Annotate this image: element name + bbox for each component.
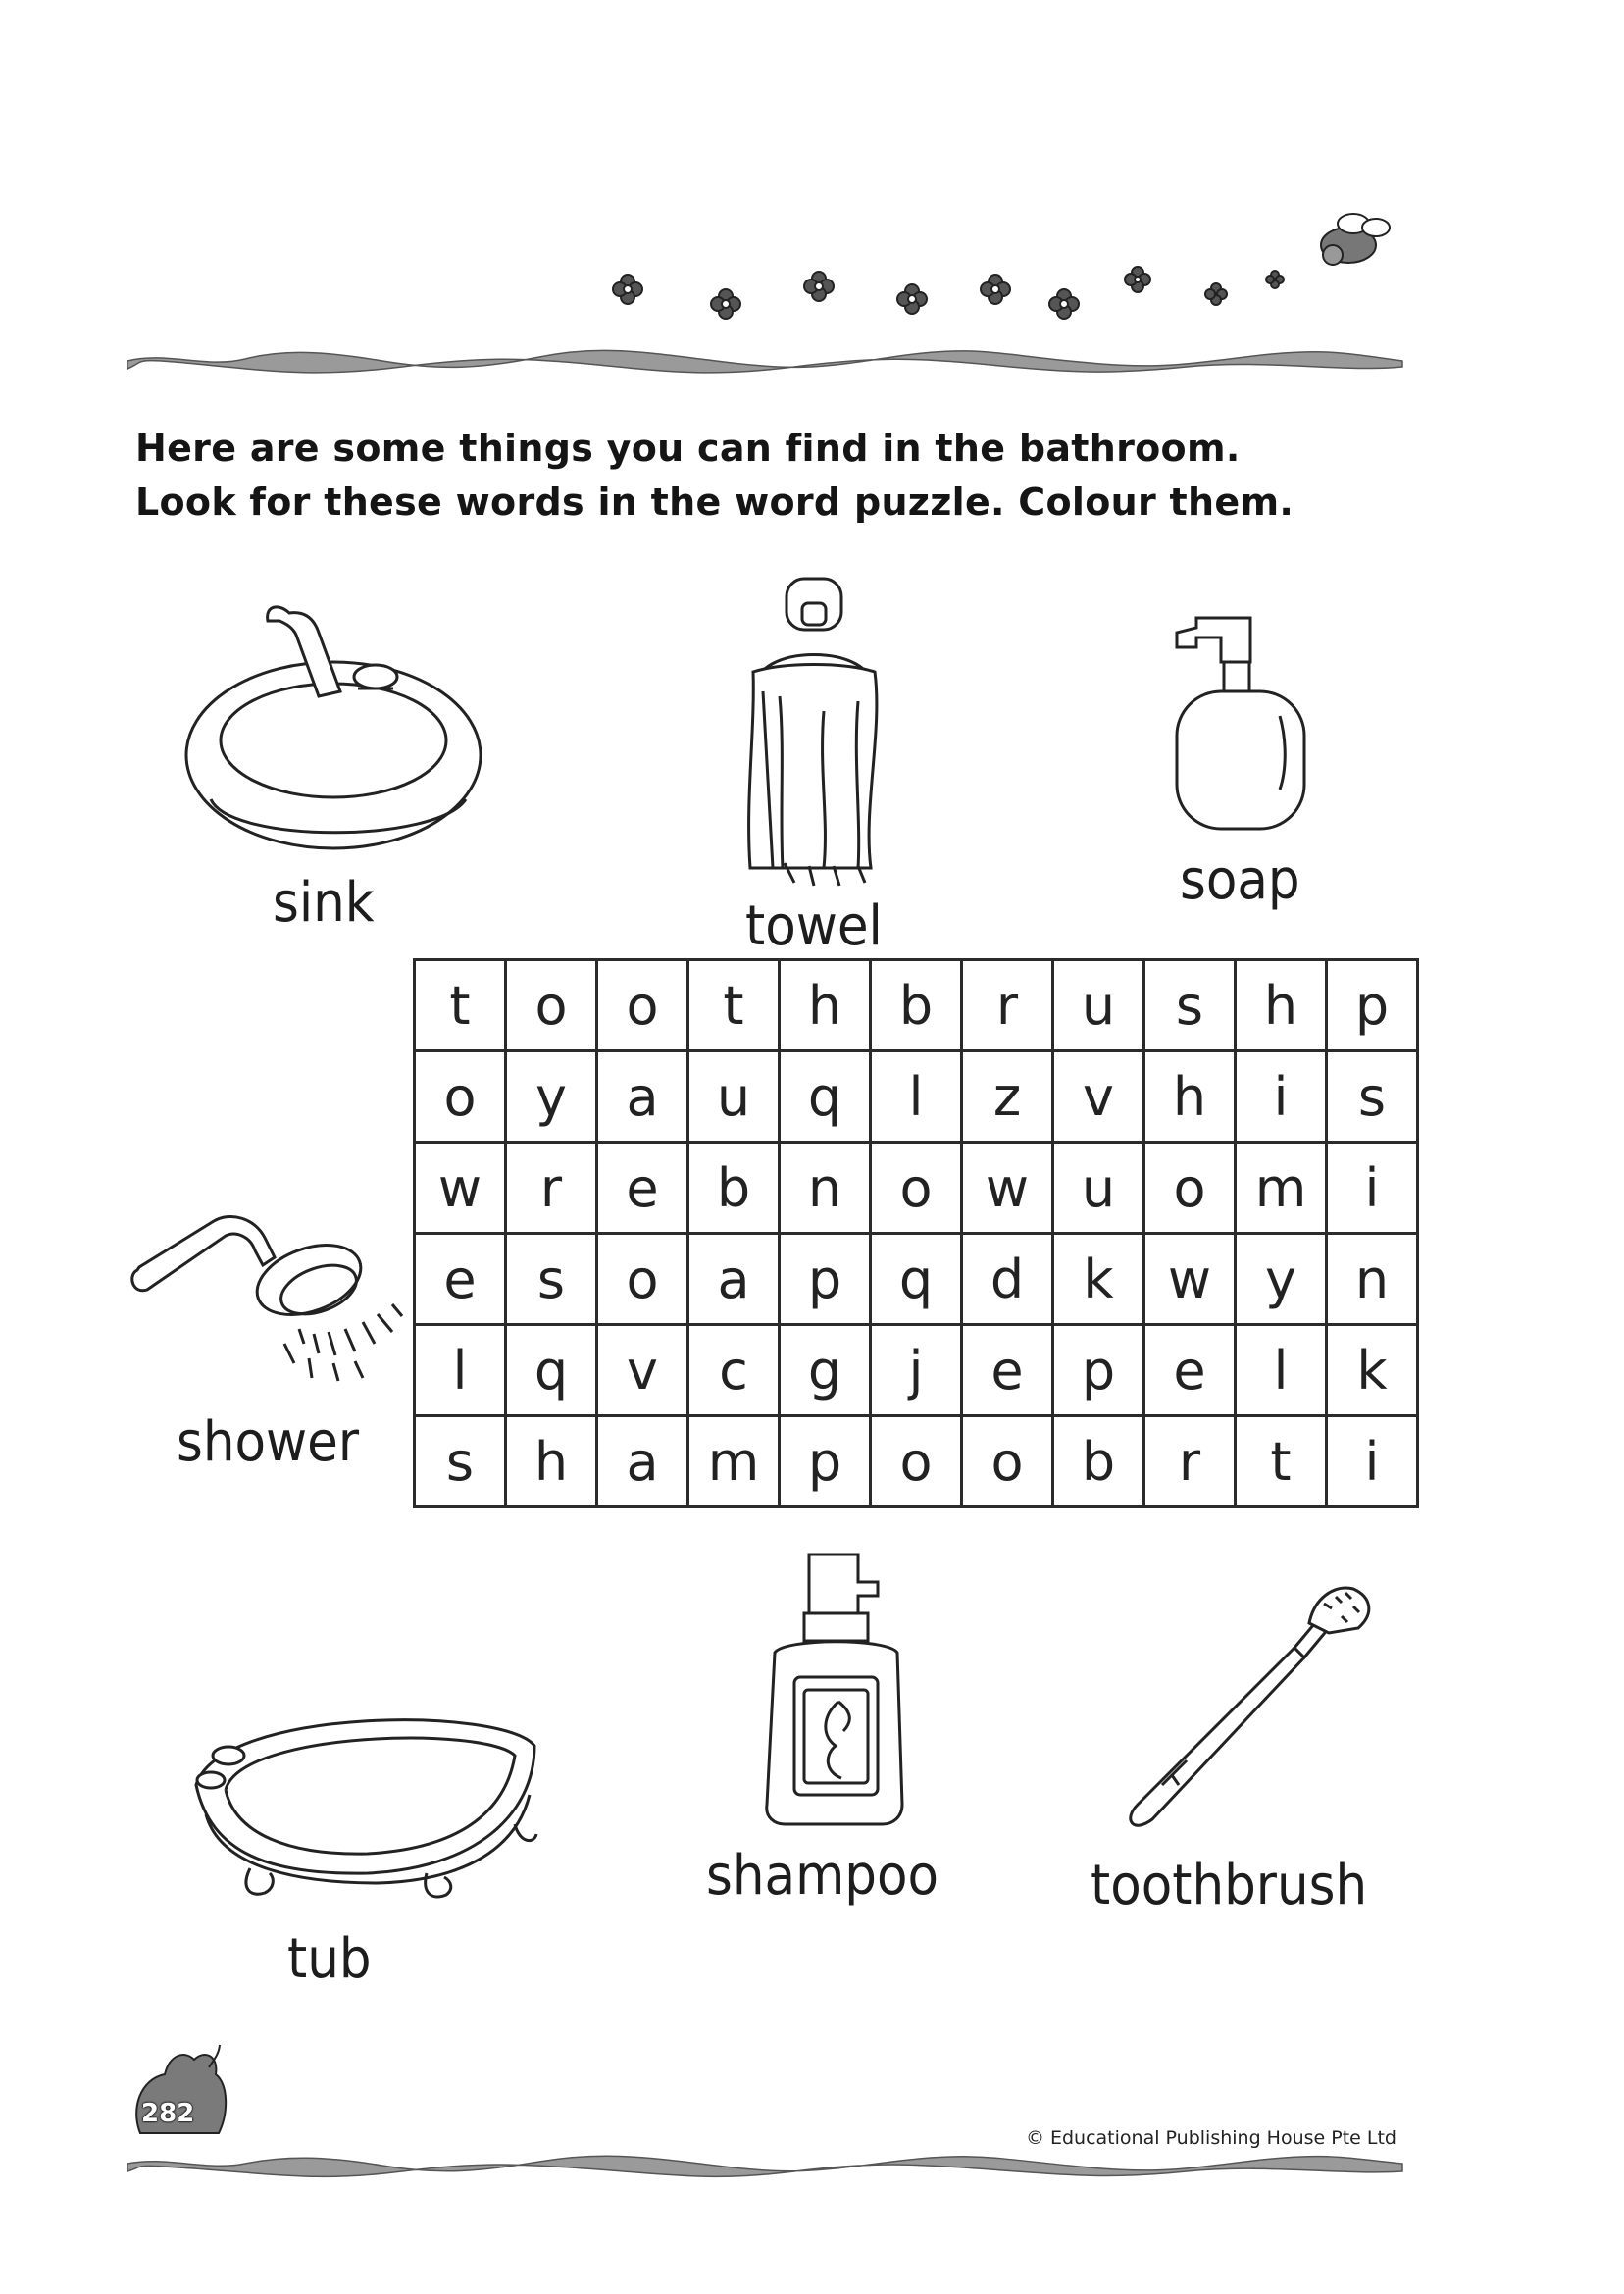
flower-icon bbox=[1266, 271, 1284, 288]
puzzle-row bbox=[415, 1416, 1418, 1507]
puzzle-cell[interactable]: o bbox=[871, 1143, 962, 1234]
puzzle-cell[interactable]: o bbox=[597, 1234, 688, 1325]
flower-icon bbox=[613, 275, 642, 304]
caption-shower: shower bbox=[177, 1410, 360, 1474]
puzzle-cell[interactable]: w bbox=[415, 1143, 506, 1234]
caption-toothbrush: toothbrush bbox=[1091, 1854, 1368, 1917]
puzzle-cell[interactable]: o bbox=[415, 1051, 506, 1143]
puzzle-cell[interactable]: p bbox=[1053, 1325, 1144, 1416]
puzzle-cell[interactable]: l bbox=[1236, 1325, 1327, 1416]
flower-icon bbox=[981, 275, 1010, 304]
page-number: 282 bbox=[141, 2099, 195, 2128]
puzzle-cell[interactable]: h bbox=[506, 1416, 597, 1507]
puzzle-cell[interactable]: i bbox=[1236, 1051, 1327, 1143]
flower-icon bbox=[897, 284, 927, 314]
puzzle-cell[interactable]: j bbox=[871, 1325, 962, 1416]
puzzle-cell[interactable]: d bbox=[962, 1234, 1053, 1325]
puzzle-row bbox=[415, 1234, 1418, 1325]
puzzle-cell[interactable]: y bbox=[1236, 1234, 1327, 1325]
puzzle-cell[interactable]: w bbox=[1144, 1234, 1236, 1325]
shampoo-icon bbox=[745, 1545, 912, 1829]
flower-icon bbox=[1125, 267, 1150, 292]
puzzle-cell[interactable]: i bbox=[1327, 1143, 1418, 1234]
puzzle-cell[interactable]: s bbox=[415, 1416, 506, 1507]
puzzle-cell[interactable]: e bbox=[1144, 1325, 1236, 1416]
flower-icon bbox=[804, 272, 834, 301]
puzzle-cell[interactable]: r bbox=[962, 960, 1053, 1051]
puzzle-cell[interactable]: s bbox=[1327, 1051, 1418, 1143]
puzzle-cell[interactable]: g bbox=[780, 1325, 871, 1416]
puzzle-cell[interactable]: h bbox=[1236, 960, 1327, 1051]
toothbrush-icon bbox=[1118, 1579, 1383, 1834]
puzzle-cell[interactable]: e bbox=[597, 1143, 688, 1234]
caption-towel: towel bbox=[745, 894, 883, 958]
puzzle-cell[interactable]: s bbox=[506, 1234, 597, 1325]
puzzle-cell[interactable]: n bbox=[1327, 1234, 1418, 1325]
towel-icon bbox=[726, 574, 902, 888]
caption-sink: sink bbox=[273, 871, 375, 935]
puzzle-cell[interactable]: m bbox=[688, 1416, 780, 1507]
puzzle-cell[interactable]: v bbox=[1053, 1051, 1144, 1143]
puzzle-row bbox=[415, 960, 1418, 1051]
puzzle-cell[interactable]: r bbox=[1144, 1416, 1236, 1507]
flower-icon bbox=[1049, 289, 1079, 319]
puzzle-cell[interactable]: s bbox=[1144, 960, 1236, 1051]
flower-trail bbox=[588, 177, 1393, 333]
sink-icon bbox=[172, 593, 505, 873]
puzzle-cell[interactable]: b bbox=[871, 960, 962, 1051]
word-puzzle-grid bbox=[413, 958, 1419, 1508]
puzzle-cell[interactable]: z bbox=[962, 1051, 1053, 1143]
puzzle-cell[interactable]: e bbox=[415, 1234, 506, 1325]
puzzle-cell[interactable]: o bbox=[1144, 1143, 1236, 1234]
puzzle-cell[interactable]: e bbox=[962, 1325, 1053, 1416]
flower-icon bbox=[1205, 283, 1227, 305]
soap-icon bbox=[1157, 608, 1334, 843]
caption-tub: tub bbox=[287, 1927, 372, 1991]
puzzle-cell[interactable]: k bbox=[1327, 1325, 1418, 1416]
puzzle-cell[interactable]: t bbox=[1236, 1416, 1327, 1507]
puzzle-cell[interactable]: n bbox=[780, 1143, 871, 1234]
puzzle-cell[interactable]: r bbox=[506, 1143, 597, 1234]
bee-icon bbox=[1321, 214, 1390, 265]
puzzle-cell[interactable]: q bbox=[506, 1325, 597, 1416]
puzzle-cell[interactable]: c bbox=[688, 1325, 780, 1416]
puzzle-cell[interactable]: q bbox=[780, 1051, 871, 1143]
puzzle-cell[interactable]: a bbox=[597, 1051, 688, 1143]
puzzle-cell[interactable]: t bbox=[415, 960, 506, 1051]
puzzle-cell[interactable]: p bbox=[780, 1416, 871, 1507]
puzzle-cell[interactable]: l bbox=[871, 1051, 962, 1143]
puzzle-cell[interactable]: a bbox=[688, 1234, 780, 1325]
bottom-divider bbox=[127, 2150, 1402, 2179]
puzzle-row bbox=[415, 1325, 1418, 1416]
puzzle-cell[interactable]: o bbox=[871, 1416, 962, 1507]
puzzle-cell[interactable]: b bbox=[1053, 1416, 1144, 1507]
puzzle-cell[interactable]: a bbox=[597, 1416, 688, 1507]
puzzle-cell[interactable]: o bbox=[506, 960, 597, 1051]
shower-icon bbox=[127, 1197, 412, 1393]
puzzle-cell[interactable]: u bbox=[1053, 960, 1144, 1051]
puzzle-cell[interactable]: u bbox=[688, 1051, 780, 1143]
puzzle-cell[interactable]: h bbox=[1144, 1051, 1236, 1143]
puzzle-cell[interactable]: v bbox=[597, 1325, 688, 1416]
caption-soap: soap bbox=[1180, 848, 1300, 912]
puzzle-cell[interactable]: w bbox=[962, 1143, 1053, 1234]
puzzle-cell[interactable]: t bbox=[688, 960, 780, 1051]
puzzle-cell[interactable]: u bbox=[1053, 1143, 1144, 1234]
puzzle-cell[interactable]: k bbox=[1053, 1234, 1144, 1325]
puzzle-cell[interactable]: q bbox=[871, 1234, 962, 1325]
puzzle-row bbox=[415, 1051, 1418, 1143]
copyright-notice: © Educational Publishing House Pte Ltd bbox=[1025, 2127, 1396, 2149]
puzzle-row bbox=[415, 1143, 1418, 1234]
puzzle-cell[interactable]: y bbox=[506, 1051, 597, 1143]
puzzle-cell[interactable]: b bbox=[688, 1143, 780, 1234]
puzzle-cell[interactable]: i bbox=[1327, 1416, 1418, 1507]
instruction-line-1: Here are some things you can find in the bathroom. bbox=[135, 427, 1241, 470]
puzzle-cell[interactable]: p bbox=[1327, 960, 1418, 1051]
instruction-line-2: Look for these words in the word puzzle. Colour them. bbox=[135, 481, 1294, 524]
puzzle-cell[interactable]: m bbox=[1236, 1143, 1327, 1234]
tub-icon bbox=[181, 1687, 554, 1922]
puzzle-cell[interactable]: h bbox=[780, 960, 871, 1051]
puzzle-cell[interactable]: l bbox=[415, 1325, 506, 1416]
flower-icon bbox=[711, 289, 740, 319]
top-divider bbox=[127, 345, 1402, 375]
puzzle-cell[interactable]: o bbox=[597, 960, 688, 1051]
caption-shampoo: shampoo bbox=[706, 1844, 939, 1908]
puzzle-cell[interactable]: p bbox=[780, 1234, 871, 1325]
puzzle-cell[interactable]: o bbox=[962, 1416, 1053, 1507]
